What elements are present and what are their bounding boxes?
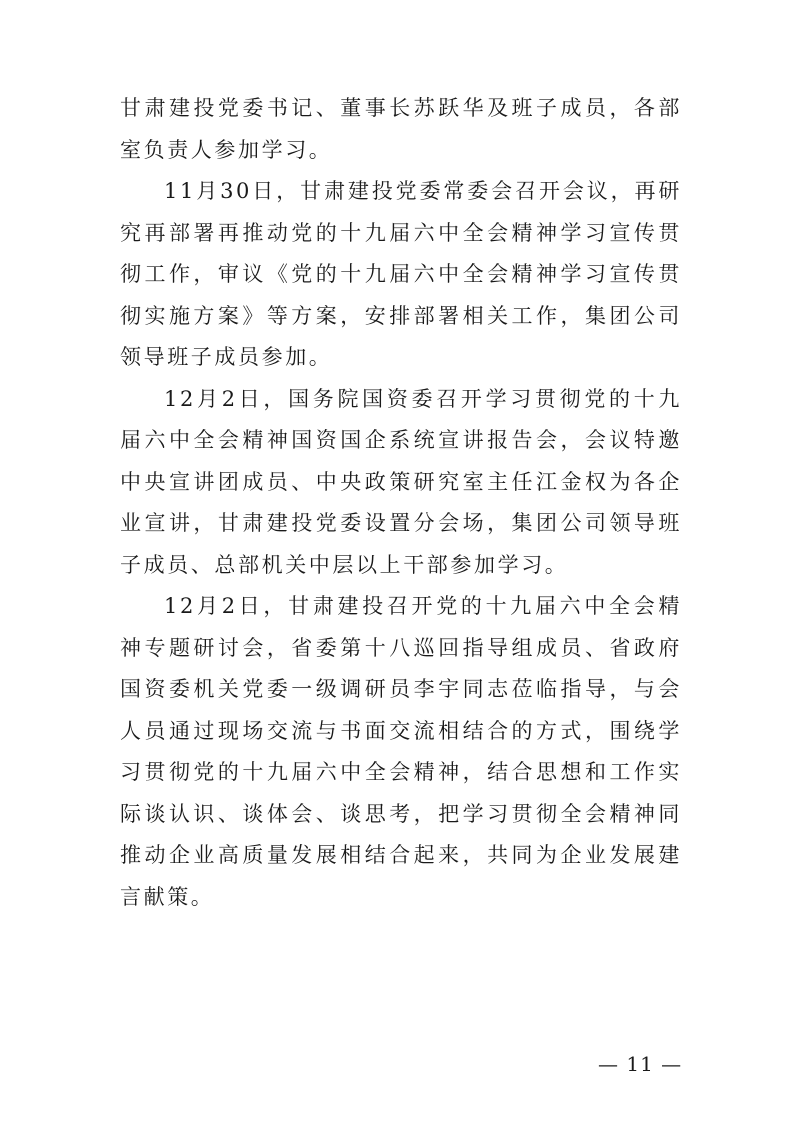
paragraph-dec-2-seminar: 12月2日，甘肃建投召开党的十九届六中全会精神专题研讨会，省委第十八巡回指导组成员、省政府国资委机关党委一级调研员李宇同志莅临指导，与会人员通过现场交流与书面交流相结合的方式，围绕学习贯彻党的十九届六中全会精神，结合思想和工作实际谈认识、谈体会、谈思考，把学习贯彻全会精神同推动企业高质量发展相结合起来，共同为企业发展建言献策。 — [120, 594, 682, 909]
paragraph-nov-30-meeting: 11月30日，甘肃建投党委常委会召开会议，再研究再部署再推动党的十九届六中全会精神学习宣传贯彻工作，审议《党的十九届六中全会精神学习宣传贯彻实施方案》等方案，安排部署相关工作，集团公司领导班子成员参加。 — [120, 179, 682, 369]
body-text — [120, 88, 682, 918]
paragraph-dec-2-sasac-report: 12月2日，国务院国资委召开学习贯彻党的十九届六中全会精神国资国企系统宣讲报告会，会议特邀中央宣讲团成员、中央政策研究室主任江金权为各企业宣讲，甘肃建投党委设置分会场，集团公司领导班子成员、总部机关中层以上干部参加学习。 — [120, 386, 682, 577]
paragraph-attendees: 甘肃建投党委书记、董事长苏跃华及班子成员，各部室负责人参加学习。 — [120, 96, 682, 162]
page-number: — 11 — — [598, 1052, 683, 1076]
